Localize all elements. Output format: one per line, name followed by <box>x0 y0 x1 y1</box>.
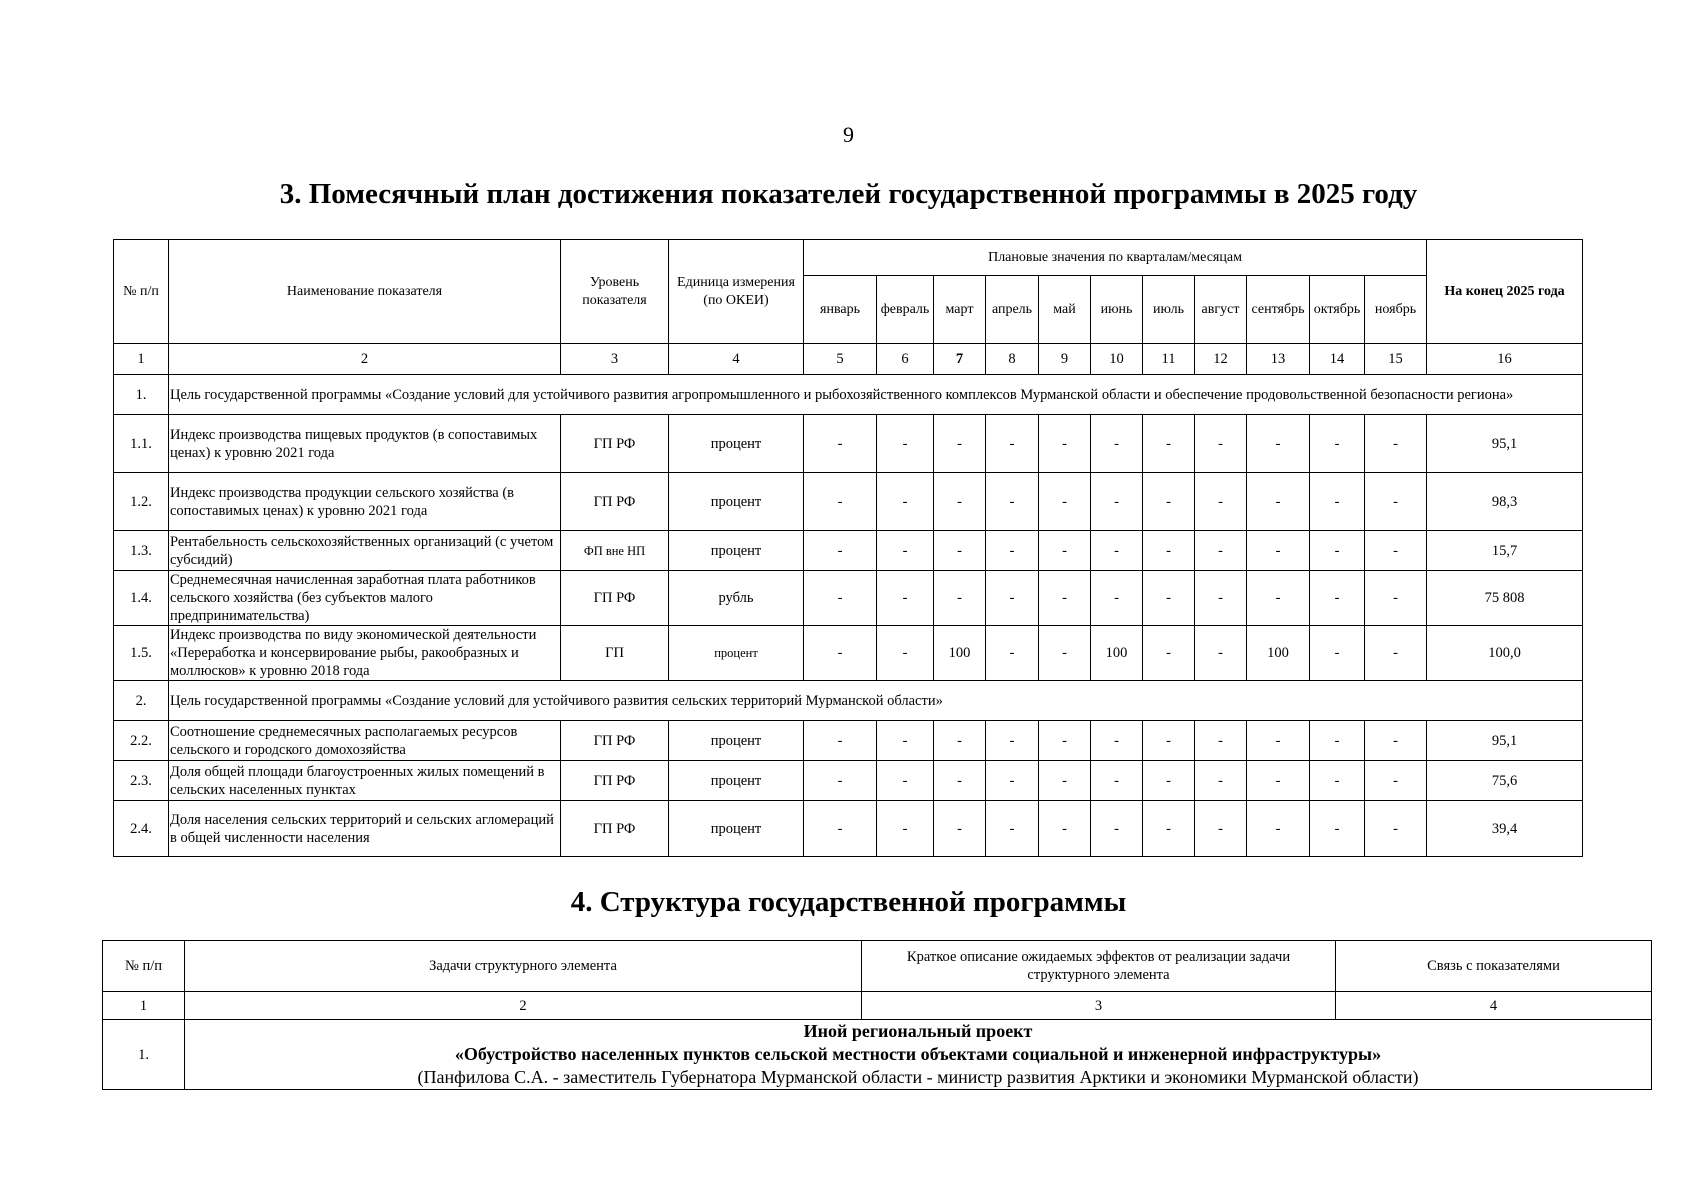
column-number: 12 <box>1195 344 1247 375</box>
month-value: - <box>804 415 877 473</box>
month-value: - <box>877 473 934 531</box>
month-value: - <box>934 761 986 801</box>
section-4-title: 4. Структура государственной программы <box>570 886 1127 918</box>
month-value: - <box>877 761 934 801</box>
month-value: - <box>804 761 877 801</box>
header-num: № п/п <box>114 240 169 344</box>
page-number: 9 <box>843 122 854 147</box>
end-of-year-value: 75,6 <box>1427 761 1583 801</box>
indicator-unit: процент <box>669 473 804 531</box>
month-value: - <box>986 571 1039 626</box>
project-type: Иной региональный проект <box>803 1021 1033 1041</box>
month-value: - <box>934 415 986 473</box>
month-value: - <box>1039 571 1091 626</box>
month-value: - <box>1039 721 1091 761</box>
indicator-row <box>114 626 1583 681</box>
indicator-level: ГП РФ <box>561 571 669 626</box>
indicator-name: Индекс производства по виду экономической деятельности «Переработка и консервирование рыбы, ракообразных и моллюсков» к уровню 2018 года <box>169 626 561 681</box>
indicator-num: 2.3. <box>114 761 169 801</box>
header-plan-values: Плановые значения по кварталам/месяцам <box>804 240 1427 276</box>
month-value: - <box>1195 761 1247 801</box>
column-number: 6 <box>877 344 934 375</box>
monthly-plan-table <box>113 239 1583 857</box>
column-number: 9 <box>1039 344 1091 375</box>
goal-num: 1. <box>114 375 169 415</box>
struct-header-num: № п/п <box>103 941 185 992</box>
indicator-unit: процент <box>669 415 804 473</box>
indicator-unit: процент <box>669 721 804 761</box>
month-value: - <box>1247 761 1310 801</box>
goal-row <box>114 375 1583 415</box>
month-value: - <box>1195 721 1247 761</box>
header-month: апрель <box>986 276 1039 344</box>
month-value: - <box>934 531 986 571</box>
end-of-year-value: 100,0 <box>1427 626 1583 681</box>
month-value: - <box>1143 761 1195 801</box>
column-number: 14 <box>1310 344 1365 375</box>
month-value: - <box>877 531 934 571</box>
month-value: - <box>804 531 877 571</box>
indicator-name: Индекс производства продукции сельского хозяйства (в сопоставимых ценах) к уровню 2021 года <box>169 473 561 531</box>
month-value: - <box>804 571 877 626</box>
indicator-level: ГП <box>561 626 669 681</box>
struct-col-number: 3 <box>862 992 1336 1020</box>
month-value: - <box>986 801 1039 857</box>
header-month: март <box>934 276 986 344</box>
month-value: - <box>1365 571 1427 626</box>
column-number: 2 <box>169 344 561 375</box>
indicator-unit: процент <box>669 801 804 857</box>
month-value: - <box>877 571 934 626</box>
month-value: - <box>1247 531 1310 571</box>
month-value: - <box>1310 415 1365 473</box>
end-of-year-value: 95,1 <box>1427 721 1583 761</box>
indicator-num: 2.4. <box>114 801 169 857</box>
indicator-name: Доля населения сельских территорий и сельских агломераций в общей численности населения <box>169 801 561 857</box>
struct-header-tasks: Задачи структурного элемента <box>185 941 862 992</box>
month-value: - <box>986 721 1039 761</box>
goal-num: 2. <box>114 681 169 721</box>
indicator-num: 2.2. <box>114 721 169 761</box>
goal-text: Цель государственной программы «Создание условий для устойчивого развития сельских территорий Мурманской области» <box>169 681 1583 721</box>
goal-row <box>114 681 1583 721</box>
month-value: - <box>1091 571 1143 626</box>
indicator-name: Индекс производства пищевых продуктов (в сопоставимых ценах) к уровню 2021 года <box>169 415 561 473</box>
month-value: - <box>1195 473 1247 531</box>
indicator-row <box>114 721 1583 761</box>
indicator-row <box>114 415 1583 473</box>
indicator-row <box>114 531 1583 571</box>
month-value: - <box>1365 626 1427 681</box>
month-value: 100 <box>934 626 986 681</box>
month-value: - <box>1091 531 1143 571</box>
header-month: сентябрь <box>1247 276 1310 344</box>
indicator-num: 1.5. <box>114 626 169 681</box>
month-value: - <box>986 415 1039 473</box>
month-value: - <box>1143 415 1195 473</box>
month-value: - <box>986 473 1039 531</box>
indicator-row <box>114 571 1583 626</box>
month-value: - <box>877 721 934 761</box>
header-month: июнь <box>1091 276 1143 344</box>
month-value: - <box>1039 801 1091 857</box>
month-value: - <box>1310 531 1365 571</box>
month-value: - <box>1143 626 1195 681</box>
program-structure-table <box>102 940 1652 1090</box>
month-value: - <box>1091 801 1143 857</box>
month-value: - <box>1091 473 1143 531</box>
month-value: - <box>1039 473 1091 531</box>
indicator-num: 1.2. <box>114 473 169 531</box>
struct-col-number: 1 <box>103 992 185 1020</box>
column-number: 10 <box>1091 344 1143 375</box>
month-value: - <box>1143 571 1195 626</box>
month-value: - <box>804 801 877 857</box>
column-number: 3 <box>561 344 669 375</box>
indicator-unit: процент <box>669 531 804 571</box>
indicator-level: ФП вне НП <box>561 531 669 571</box>
month-value: - <box>804 626 877 681</box>
indicator-unit: процент <box>669 626 804 681</box>
column-number: 11 <box>1143 344 1195 375</box>
end-of-year-value: 75 808 <box>1427 571 1583 626</box>
month-value: - <box>1039 415 1091 473</box>
section-3-title: 3. Помесячный план достижения показателей государственной программы в 2025 году <box>279 178 1418 210</box>
month-value: 100 <box>1247 626 1310 681</box>
month-value: - <box>1091 761 1143 801</box>
month-value: - <box>1143 473 1195 531</box>
indicator-name: Доля общей площади благоустроенных жилых помещений в сельских населенных пунктах <box>169 761 561 801</box>
header-month: июль <box>1143 276 1195 344</box>
header-month: май <box>1039 276 1091 344</box>
month-value: - <box>1039 626 1091 681</box>
column-number: 15 <box>1365 344 1427 375</box>
month-value: - <box>1247 801 1310 857</box>
month-value: - <box>934 801 986 857</box>
month-value: - <box>1039 531 1091 571</box>
month-value: - <box>1143 721 1195 761</box>
end-of-year-value: 39,4 <box>1427 801 1583 857</box>
month-value: - <box>877 801 934 857</box>
struct-header-link: Связь с показателями <box>1336 941 1652 992</box>
month-value: - <box>1247 571 1310 626</box>
month-value: - <box>1195 801 1247 857</box>
header-month: январь <box>804 276 877 344</box>
struct-col-number: 4 <box>1336 992 1652 1020</box>
month-value: - <box>1247 415 1310 473</box>
indicator-level: ГП РФ <box>561 473 669 531</box>
month-value: - <box>986 761 1039 801</box>
header-month: ноябрь <box>1365 276 1427 344</box>
end-of-year-value: 98,3 <box>1427 473 1583 531</box>
header-name: Наименование показателя <box>169 240 561 344</box>
month-value: - <box>1310 801 1365 857</box>
month-value: - <box>1247 721 1310 761</box>
month-value: - <box>1247 473 1310 531</box>
column-number: 8 <box>986 344 1039 375</box>
column-number: 1 <box>114 344 169 375</box>
indicator-unit: рубль <box>669 571 804 626</box>
indicator-name: Соотношение среднемесячных располагаемых ресурсов сельского и городского домохозяйства <box>169 721 561 761</box>
column-number: 5 <box>804 344 877 375</box>
struct-row-num: 1. <box>103 1020 185 1090</box>
month-value: - <box>1195 571 1247 626</box>
indicator-level: ГП РФ <box>561 761 669 801</box>
month-value: - <box>1365 801 1427 857</box>
month-value: - <box>1365 415 1427 473</box>
indicator-num: 1.1. <box>114 415 169 473</box>
month-value: - <box>1365 761 1427 801</box>
month-value: - <box>1091 415 1143 473</box>
end-of-year-value: 95,1 <box>1427 415 1583 473</box>
indicator-level: ГП РФ <box>561 801 669 857</box>
indicator-unit: процент <box>669 761 804 801</box>
column-number: 7 <box>934 344 986 375</box>
month-value: - <box>934 571 986 626</box>
month-value: - <box>877 415 934 473</box>
indicator-row <box>114 473 1583 531</box>
goal-text: Цель государственной программы «Создание условий для устойчивого развития агропромышленного и рыбохозяйственного комплексов Мурманской области и обеспечение продовольственной безопасности региона» <box>169 375 1583 415</box>
month-value: - <box>1365 473 1427 531</box>
column-number: 13 <box>1247 344 1310 375</box>
month-value: - <box>804 721 877 761</box>
indicator-level: ГП РФ <box>561 415 669 473</box>
column-number: 4 <box>669 344 804 375</box>
month-value: - <box>1195 415 1247 473</box>
struct-col-number: 2 <box>185 992 862 1020</box>
column-number: 16 <box>1427 344 1583 375</box>
month-value: - <box>1365 721 1427 761</box>
month-value: - <box>1310 721 1365 761</box>
month-value: - <box>1310 761 1365 801</box>
regional-project-cell <box>185 1020 1652 1090</box>
month-value: - <box>877 626 934 681</box>
month-value: - <box>1310 626 1365 681</box>
indicator-level: ГП РФ <box>561 721 669 761</box>
month-value: - <box>1143 801 1195 857</box>
indicator-row <box>114 761 1583 801</box>
month-value: - <box>804 473 877 531</box>
month-value: - <box>986 626 1039 681</box>
month-value: 100 <box>1091 626 1143 681</box>
indicator-name: Среднемесячная начисленная заработная плата работников сельского хозяйства (без субъектов малого предпринимательства) <box>169 571 561 626</box>
header-month: октябрь <box>1310 276 1365 344</box>
month-value: - <box>1039 761 1091 801</box>
month-value: - <box>1365 531 1427 571</box>
header-level: Уровень показателя <box>561 240 669 344</box>
struct-header-effects: Краткое описание ожидаемых эффектов от реализации задачи структурного элемента <box>862 941 1336 992</box>
month-value: - <box>1310 571 1365 626</box>
month-value: - <box>934 473 986 531</box>
month-value: - <box>1091 721 1143 761</box>
header-end-of-year: На конец 2025 года <box>1427 240 1583 344</box>
project-name: «Обустройство населенных пунктов сельской местности объектами социальной и инженерной инфраструктуры» <box>454 1044 1382 1064</box>
header-month: февраль <box>877 276 934 344</box>
header-unit: Единица измерения (по ОКЕИ) <box>669 240 804 344</box>
indicator-num: 1.3. <box>114 531 169 571</box>
end-of-year-value: 15,7 <box>1427 531 1583 571</box>
indicator-name: Рентабельность сельскохозяйственных организаций (с учетом субсидий) <box>169 531 561 571</box>
project-curator: (Панфилова С.А. - заместитель Губернатора Мурманской области - министр развития Арктики и экономики Мурманской области) <box>417 1067 1419 1087</box>
month-value: - <box>1310 473 1365 531</box>
month-value: - <box>934 721 986 761</box>
month-value: - <box>1195 626 1247 681</box>
header-month: август <box>1195 276 1247 344</box>
month-value: - <box>1195 531 1247 571</box>
indicator-num: 1.4. <box>114 571 169 626</box>
indicator-row <box>114 801 1583 857</box>
month-value: - <box>986 531 1039 571</box>
month-value: - <box>1143 531 1195 571</box>
